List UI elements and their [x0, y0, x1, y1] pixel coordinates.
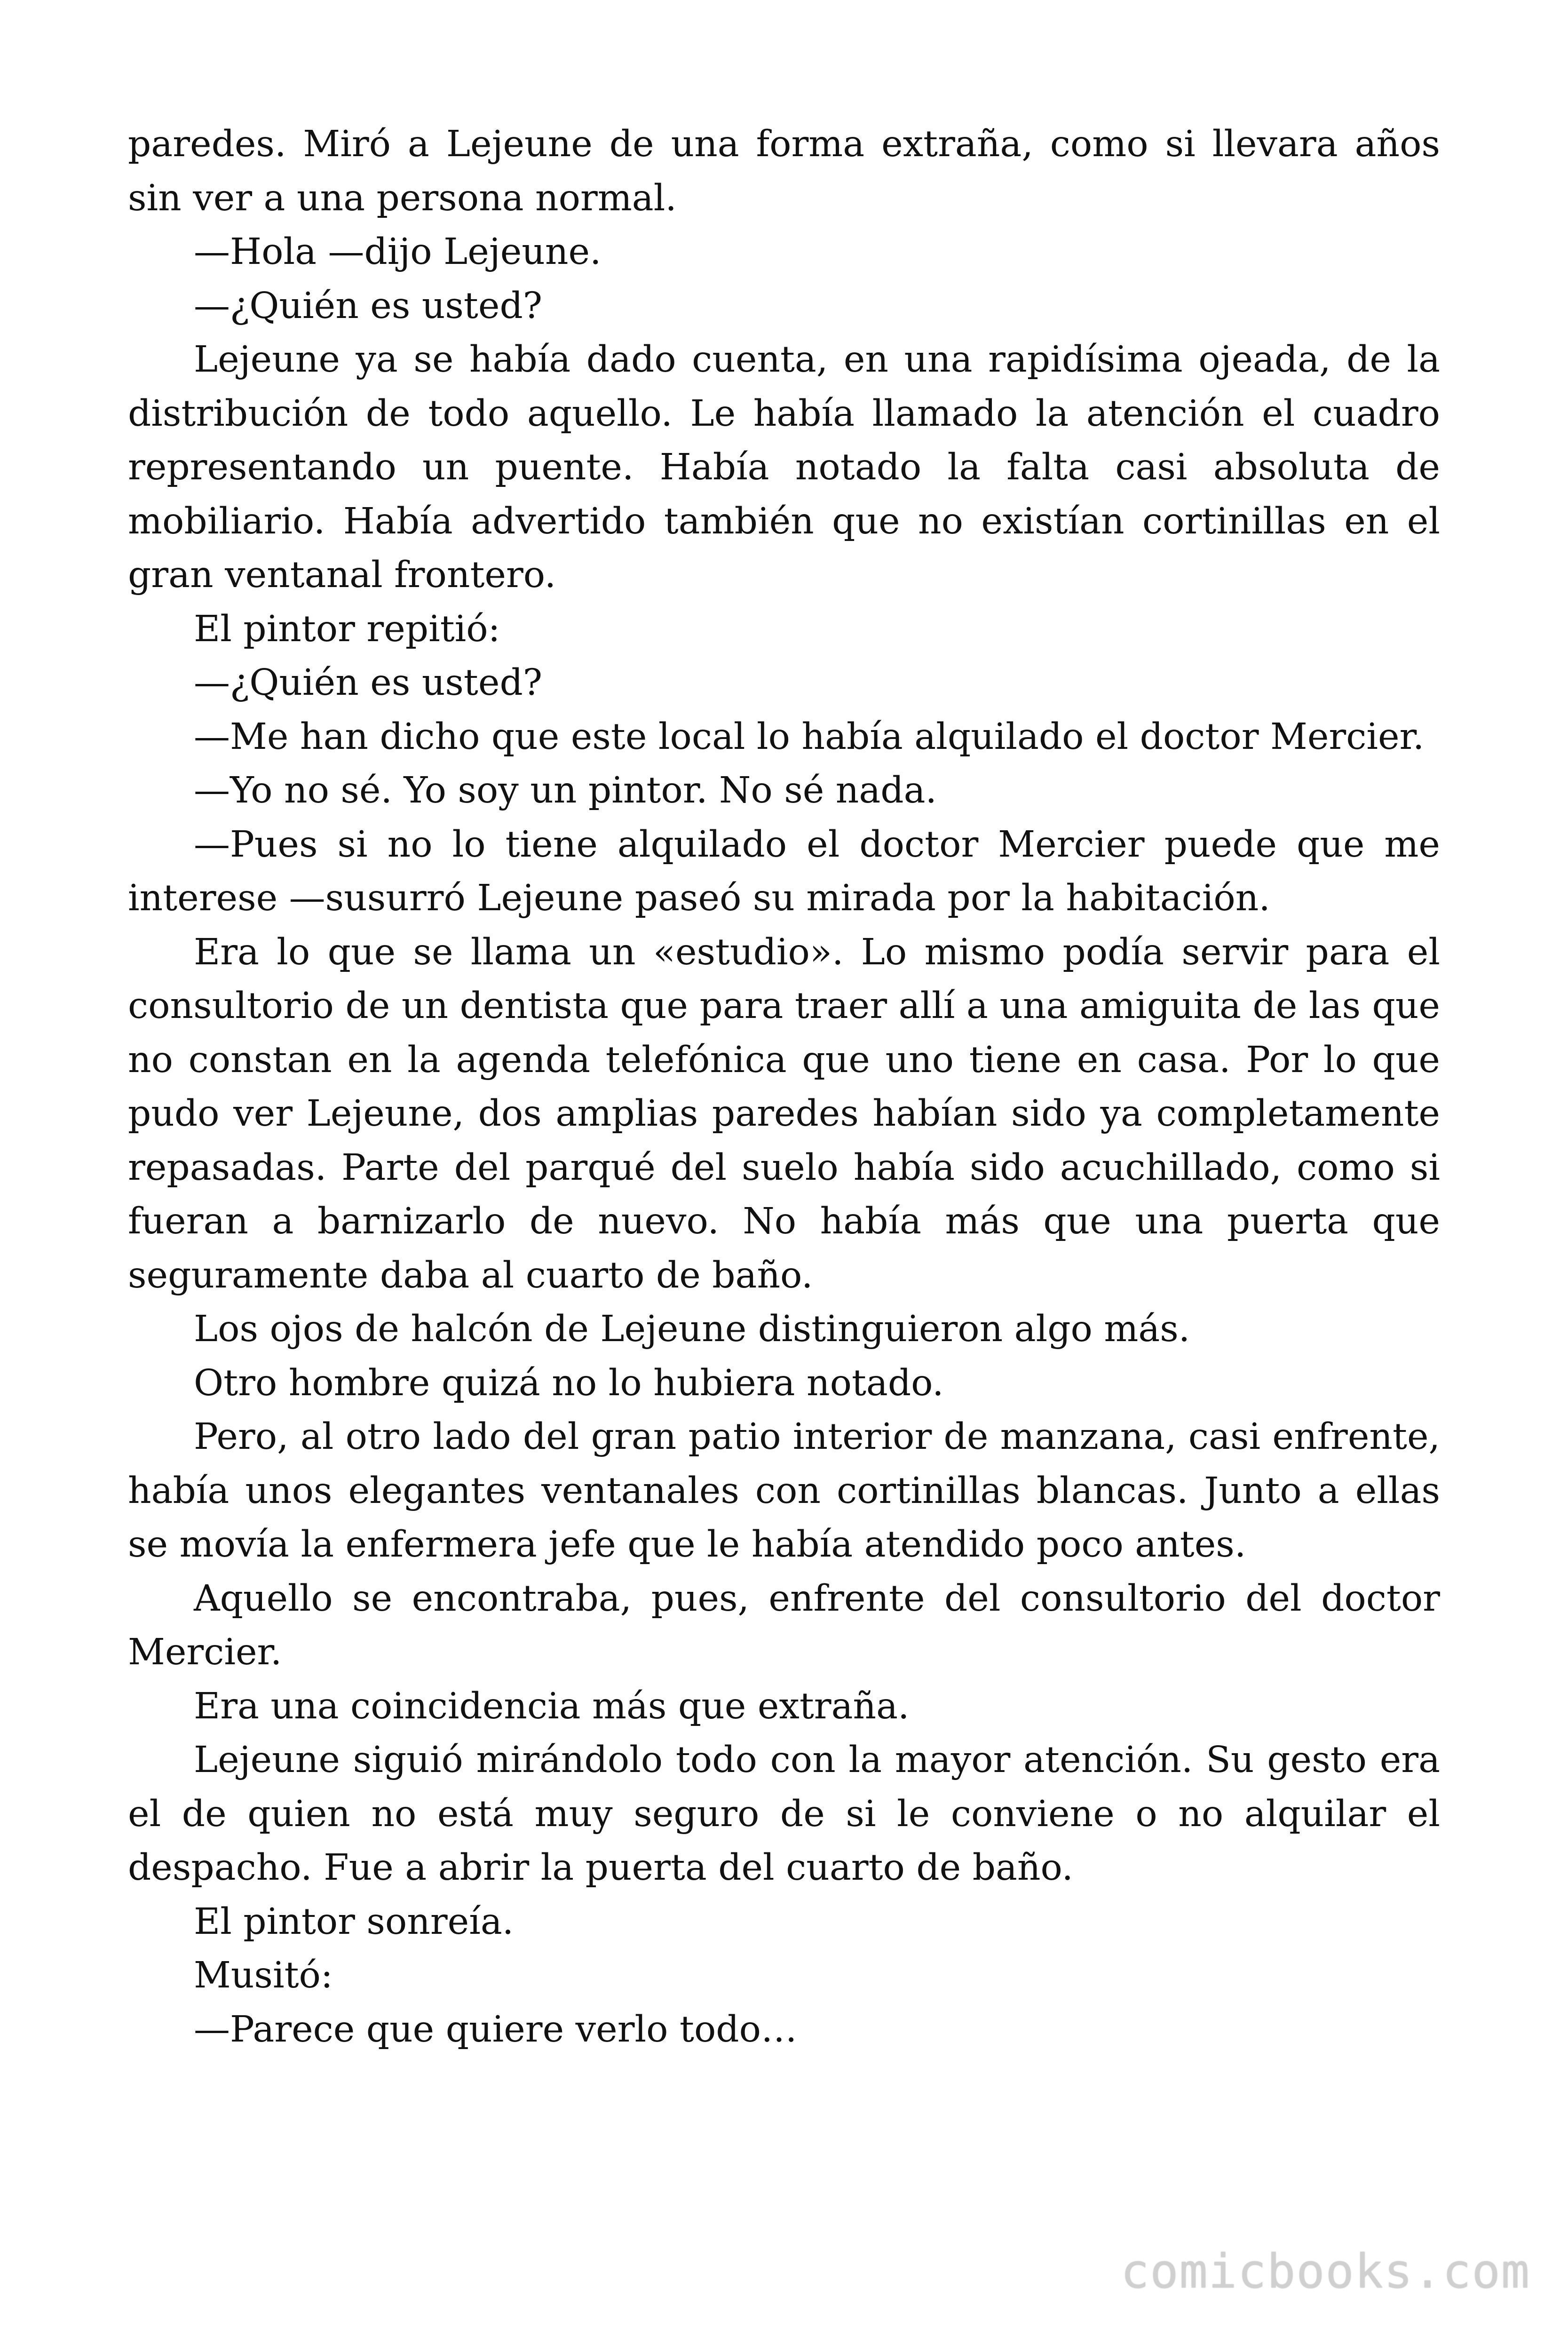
paragraph: paredes. Miró a Lejeune de una forma extraña, como si llevara años sin ver a una persona normal.: [128, 123, 1440, 219]
paragraph: —¿Quién es usted?: [194, 662, 543, 704]
paragraph: —¿Quién es usted?: [194, 285, 543, 327]
paragraph: Lejeune siguió mirándolo todo con la mayor atención. Su gesto era el de quien no está muy seguro de si le conviene o no alquilar el despacho. Fue a abrir la puerta del cuarto de baño.: [128, 1739, 1440, 1889]
paragraph: —Hola —dijo Lejeune.: [194, 231, 602, 273]
paragraph: Musitó:: [194, 1955, 333, 1996]
paragraph: Era una coincidencia más que extraña.: [194, 1685, 910, 1727]
paragraph: —Parece que quiere verlo todo…: [194, 2008, 797, 2050]
paragraph: —Yo no sé. Yo soy un pintor. No sé nada.: [194, 770, 937, 811]
paragraph: El pintor sonreía.: [194, 1900, 514, 1943]
paragraph: —Me han dicho que este local lo había alquilado el doctor Mercier.: [194, 715, 1425, 758]
paragraph: Era lo que se llama un «estudio». Lo mismo podía servir para el consultorio de un dentista que para traer allí a una amiguita de las que no constan en la agenda telefónica que uno tiene en casa. Por lo que pudo ver Lejeune, dos amplias paredes habían sido ya completamente repasadas. Parte del parqué del suelo había sido acuchillado, como si fueran a barnizarlo de nuevo. No había más que una puerta que seguramente daba al cuarto de baño.: [128, 931, 1440, 1296]
paragraph: Aquello se encontraba, pues, enfrente del consultorio del doctor Mercier.: [128, 1577, 1440, 1673]
paragraph: Pero, al otro lado del gran patio interior de manzana, casi enfrente, había unos elegantes ventanales con cortinillas blancas. Junto a ellas se movía la enfermera jefe que le había atendido poco antes.: [128, 1416, 1440, 1565]
page-body: [128, 118, 1440, 2057]
paragraph: —Pues si no lo tiene alquilado el doctor Mercier puede que me interese —susurró Lejeune paseó su mirada por la habitación.: [128, 823, 1440, 919]
paragraph: Lejeune ya se había dado cuenta, en una rapidísima ojeada, de la distribución de todo aquello. Le había llamado la atención el cuadro representando un puente. Había notado la falta casi absoluta de mobiliario. Había advertido también que no existían cortinillas en el gran ventanal frontero.: [128, 339, 1440, 596]
watermark: comicbooks.com: [1121, 2244, 1530, 2299]
paragraph: Los ojos de halcón de Lejeune distinguieron algo más.: [194, 1308, 1190, 1350]
paragraph: Otro hombre quizá no lo hubiera notado.: [194, 1362, 944, 1404]
paragraph: El pintor repitió:: [194, 608, 500, 650]
